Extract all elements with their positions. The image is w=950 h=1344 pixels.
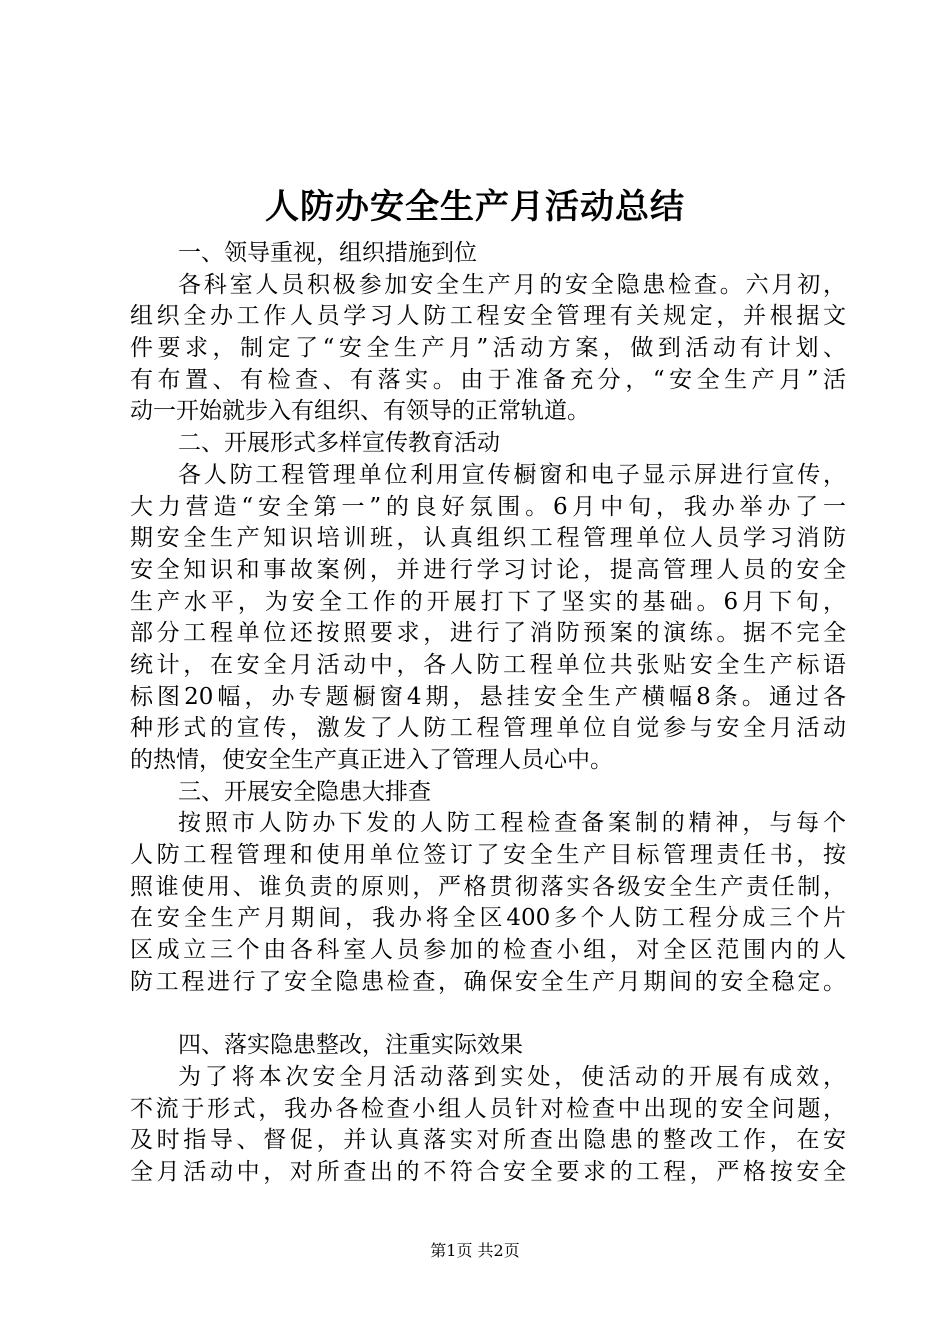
paragraph-line: 期安全生产知识培训班，认真组织工程管理单位人员学习消防 [130,525,846,552]
paragraph-line: 全月活动中，对所查出的不符合安全要求的工程，严格按安全 [130,1158,846,1185]
paragraph-line: 生产水平，为安全工作的开展打下了坚实的基础。6月下旬， [130,588,846,615]
section-heading: 三、开展安全隐患大排查 [178,778,431,805]
paragraph-line: 种形式的宣传，激发了人防工程管理单位自觉参与安全月活动 [130,715,846,742]
section-heading: 一、领导重视，组织措施到位 [178,240,477,266]
section-heading: 二、开展形式多样宣传教育活动 [178,430,500,457]
paragraph-line: 的热情，使安全生产真正进入了管理人员心中。 [130,747,613,773]
paragraph-line: 件要求，制定了“安全生产月”活动方案，做到活动有计划、 [130,335,846,362]
paragraph-line: 在安全生产月期间，我办将全区400多个人防工程分成三个片 [130,905,846,932]
paragraph-line: 统计，在安全月活动中，各人防工程单位共张贴安全生产标语 [130,651,846,678]
document-body [130,238,846,1189]
paragraph-line: 为了将本次安全月活动落到实处，使活动的开展有成效， [178,1063,846,1090]
paragraph-line: 各人防工程管理单位利用宣传橱窗和电子显示屏进行宣传， [178,461,846,488]
paragraph-line: 动一开始就步入有组织、有领导的正常轨道。 [130,398,590,425]
paragraph-line: 照谁使用、谁负责的原则，严格贯彻落实各级安全生产责任制， [130,873,846,900]
paragraph-line: 人防工程管理和使用单位签订了安全生产目标管理责任书，按 [130,842,846,869]
paragraph-line: 各科室人员积极参加安全生产月的安全隐患检查。六月初， [178,271,846,298]
paragraph-line: 防工程进行了安全隐患检查，确保安全生产月期间的安全稳定。 [130,968,846,995]
paragraph-line: 区成立三个由各科室人员参加的检查小组，对全区范围内的人 [130,937,846,964]
document-title: 人防办安全生产月活动总结 [265,187,685,227]
paragraph-line: 按照市人防办下发的人防工程检查备案制的精神，与每个 [178,810,846,837]
page-number-footer: 第1页 共2页 [430,1241,520,1260]
paragraph-line: 组织全办工作人员学习人防工程安全管理有关规定，并根据文 [130,303,846,330]
paragraph-line: 及时指导、督促，并认真落实对所查出隐患的整改工作，在安 [130,1127,846,1154]
paragraph-line: 不流于形式，我办各检查小组人员针对检查中出现的安全问题， [130,1095,846,1122]
paragraph-line: 部分工程单位还按照要求，进行了消防预案的演练。据不完全 [130,620,846,647]
paragraph-line: 有布置、有检查、有落实。由于准备充分，“安全生产月”活 [130,366,846,393]
section-heading: 四、落实隐患整改，注重实际效果 [178,1032,523,1059]
paragraph-line: 大力营造“安全第一”的良好氛围。6月中旬，我办举办了一 [130,493,846,520]
paragraph-line: 安全知识和事故案例，并进行学习讨论，提高管理人员的安全 [130,556,846,583]
paragraph-line: 标图20幅，办专题橱窗4期，悬挂安全生产横幅8条。通过各 [130,683,846,710]
blank-line [130,999,846,1031]
